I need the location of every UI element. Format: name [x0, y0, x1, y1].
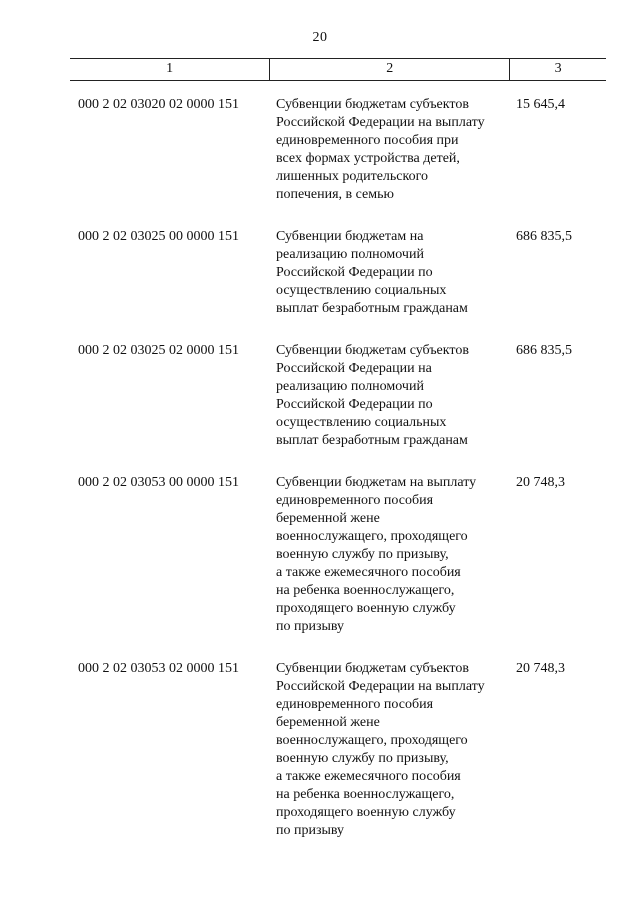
description-line: Субвенции бюджетам на выплату [276, 475, 477, 490]
description-line: всех формах устройства детей, [276, 151, 460, 166]
row-description [276, 474, 516, 636]
description-line: осуществлению социальных [276, 415, 447, 430]
description-line: беременной жене [276, 715, 380, 730]
description-line: военную службу по призыву, [276, 751, 449, 766]
description-line: Субвенции бюджетам субъектов [276, 661, 469, 676]
row-description [276, 660, 516, 840]
description-line: а также ежемесячного пособия [276, 769, 461, 784]
row-description [276, 342, 516, 450]
table-row [78, 342, 608, 450]
description-line: Российской Федерации по [276, 265, 433, 280]
budget-code: 000 2 02 03053 00 0000 151 [78, 475, 239, 490]
row-amount: 15 645,4 [516, 97, 565, 112]
budget-code: 000 2 02 03025 00 0000 151 [78, 229, 239, 244]
table-row [78, 474, 608, 636]
description-line: беременной жене [276, 511, 380, 526]
description-line: Российской Федерации на выплату [276, 679, 485, 694]
description-line: по призыву [276, 619, 345, 634]
description-line: военную службу по призыву, [276, 547, 449, 562]
description-line: а также ежемесячного пособия [276, 565, 461, 580]
description-line: выплат безработным гражданам [276, 301, 468, 316]
description-line: попечения, в семью [276, 187, 394, 202]
description-line: военнослужащего, проходящего [276, 733, 468, 748]
table-row [78, 660, 608, 840]
table-header [70, 58, 606, 81]
description-line: Субвенции бюджетам на [276, 229, 424, 244]
row-amount: 686 835,5 [516, 229, 572, 244]
description-line: по призыву [276, 823, 345, 838]
description-line: на ребенка военнослужащего, [276, 787, 455, 802]
description-line: Российской Федерации по [276, 397, 433, 412]
budget-code: 000 2 02 03020 02 0000 151 [78, 97, 239, 112]
table-body [78, 96, 608, 864]
column-header-2: 2 [270, 59, 510, 80]
description-line: единовременного пособия [276, 493, 434, 508]
column-header-3: 3 [554, 61, 562, 76]
description-line: выплат безработным гражданам [276, 433, 468, 448]
description-line: военнослужащего, проходящего [276, 529, 468, 544]
description-line: реализацию полномочий [276, 379, 424, 394]
budget-code: 000 2 02 03053 02 0000 151 [78, 661, 239, 676]
description-line: на ребенка военнослужащего, [276, 583, 455, 598]
page-number: 20 [312, 30, 328, 45]
description-line: Субвенции бюджетам субъектов [276, 97, 469, 112]
description-line: проходящего военную службу [276, 805, 456, 820]
description-line: лишенных родительского [276, 169, 428, 184]
description-line: Субвенции бюджетам субъектов [276, 343, 469, 358]
row-description [276, 228, 516, 318]
row-amount: 20 748,3 [516, 475, 565, 490]
row-amount: 686 835,5 [516, 343, 572, 358]
description-line: проходящего военную службу [276, 601, 456, 616]
table-row [78, 228, 608, 318]
description-line: реализацию полномочий [276, 247, 424, 262]
table-row [78, 96, 608, 204]
column-header-1: 1 [70, 59, 270, 80]
budget-code: 000 2 02 03025 02 0000 151 [78, 343, 239, 358]
row-amount: 20 748,3 [516, 661, 565, 676]
description-line: осуществлению социальных [276, 283, 447, 298]
description-line: Российской Федерации на [276, 361, 432, 376]
row-description [276, 96, 516, 204]
description-line: единовременного пособия [276, 697, 434, 712]
description-line: Российской Федерации на выплату [276, 115, 485, 130]
description-line: единовременного пособия при [276, 133, 459, 148]
